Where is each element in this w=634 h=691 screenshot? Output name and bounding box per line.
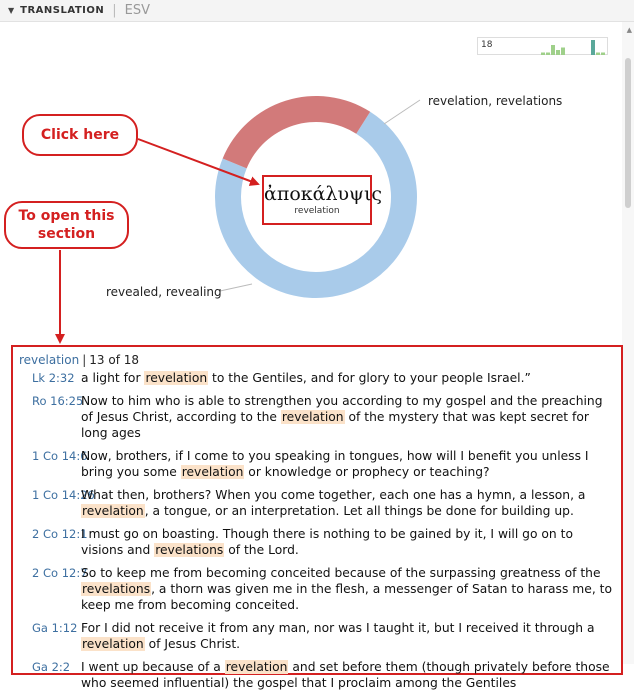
verse-text-part: a light for — [81, 371, 145, 385]
verse-text-part: I must go on boasting. Though there is nothing to be gained by it, I will go on to visions and — [81, 527, 573, 557]
callout-click-here — [22, 114, 138, 156]
scroll-up-arrow-icon[interactable]: ▲ — [626, 26, 632, 34]
highlighted-term[interactable]: revelation — [82, 637, 144, 651]
collapse-triangle-icon[interactable]: ▼ — [8, 6, 15, 15]
verse-reference-link[interactable]: 1 Co 14:6 — [32, 449, 88, 463]
verse-text-part: or knowledge or prophecy or teaching? — [244, 465, 490, 479]
sparkline-count: 18 — [481, 40, 493, 50]
verse-text — [81, 620, 615, 652]
verse-text-part: , a tongue, or an interpretation. Let all things be done for building up. — [144, 504, 574, 518]
verse-text-part: Now to him who is able to strengthen you according to my gospel and the preaching of Jesus Christ, according to the — [81, 394, 603, 424]
verse-text — [81, 487, 615, 519]
callout-open-text: To open this section — [18, 208, 115, 242]
verse-row — [19, 526, 615, 558]
verse-row — [19, 448, 615, 480]
verse-text-part: , a thorn was given me in the flesh, a messenger of Satan to harass me, to keep me from becoming conceited. — [81, 582, 612, 612]
section-label: TRANSLATION — [20, 5, 105, 16]
verse-text — [81, 565, 615, 613]
annotation-arrows — [0, 0, 634, 345]
highlighted-term[interactable]: revelation — [145, 371, 208, 385]
slice-label-revealed: revealed, revealing — [106, 285, 222, 299]
highlighted-term[interactable]: revelation — [181, 465, 244, 479]
verse-text-part: to the Gentiles, and for glory to your people Israel.” — [208, 371, 531, 385]
verse-reference-link[interactable]: 2 Co 12:1 — [32, 527, 88, 541]
verse-reference-link[interactable]: 1 Co 14:26 — [32, 488, 95, 502]
verse-text-part: What then, brothers? When you come together, each one has a hymn, a lesson, a — [81, 488, 586, 502]
highlighted-term[interactable]: revelations — [82, 582, 151, 596]
verse-row — [19, 565, 615, 613]
verse-text — [81, 659, 615, 691]
verse-reference-link[interactable]: Lk 2:32 — [32, 371, 75, 385]
highlighted-term[interactable]: revelation — [281, 410, 344, 424]
verse-text-part: For I did not receive it from any man, nor was I taught it, but I received it through a — [81, 621, 595, 635]
verse-text — [81, 393, 615, 441]
verse-row — [19, 620, 615, 652]
highlighted-term[interactable]: revelations — [155, 543, 224, 557]
header-divider: | — [112, 3, 117, 18]
verse-row — [19, 487, 615, 519]
callout-click-text: Click here — [40, 127, 120, 143]
verse-text — [81, 370, 615, 386]
greek-gloss: revelation — [294, 206, 340, 216]
verse-text-part: and set before them (though privately before those who seemed influential) the gospel that I proclaim among the Gentiles — [81, 660, 610, 690]
highlighted-term[interactable]: revelation — [225, 660, 288, 674]
slice-label-revelation: revelation, revelations — [428, 94, 563, 108]
verse-text — [81, 448, 615, 480]
verse-text-part: of the mystery that was kept secret for long ages — [81, 410, 589, 440]
results-panel — [11, 345, 623, 690]
results-pipe: | — [82, 353, 87, 367]
verse-list — [19, 370, 615, 691]
results-count: 13 of 18 — [89, 353, 139, 367]
verse-reference-link[interactable]: Ga 1:12 — [32, 621, 78, 635]
verse-reference-link[interactable]: Ga 2:2 — [32, 660, 71, 674]
verse-text — [81, 526, 615, 558]
greek-lemma: ἀποκάλυψις — [264, 183, 383, 205]
verse-row — [19, 393, 615, 441]
verse-reference-link[interactable]: Ro 16:25 — [32, 394, 84, 408]
callout-open-section — [4, 201, 129, 249]
version-label[interactable]: ESV — [124, 3, 150, 18]
verse-reference-link[interactable]: 2 Co 12:7 — [32, 566, 88, 580]
arrow-to-word — [138, 139, 258, 184]
verse-text-part: of Jesus Christ. — [144, 637, 241, 651]
verse-text-part: So to keep me from becoming conceited because of the surpassing greatness of the — [81, 566, 601, 580]
highlighted-term[interactable]: revelation — [82, 504, 144, 518]
verse-text-part: of the Lord. — [224, 543, 299, 557]
verse-text-part: Now, brothers, if I come to you speaking in tongues, how will I benefit you unless I bring you some — [81, 449, 589, 479]
verse-text-part: I went up because of a — [81, 660, 225, 674]
results-header — [19, 353, 615, 367]
verse-row — [19, 370, 615, 386]
results-term[interactable]: revelation — [19, 353, 80, 367]
verse-row — [19, 659, 615, 691]
